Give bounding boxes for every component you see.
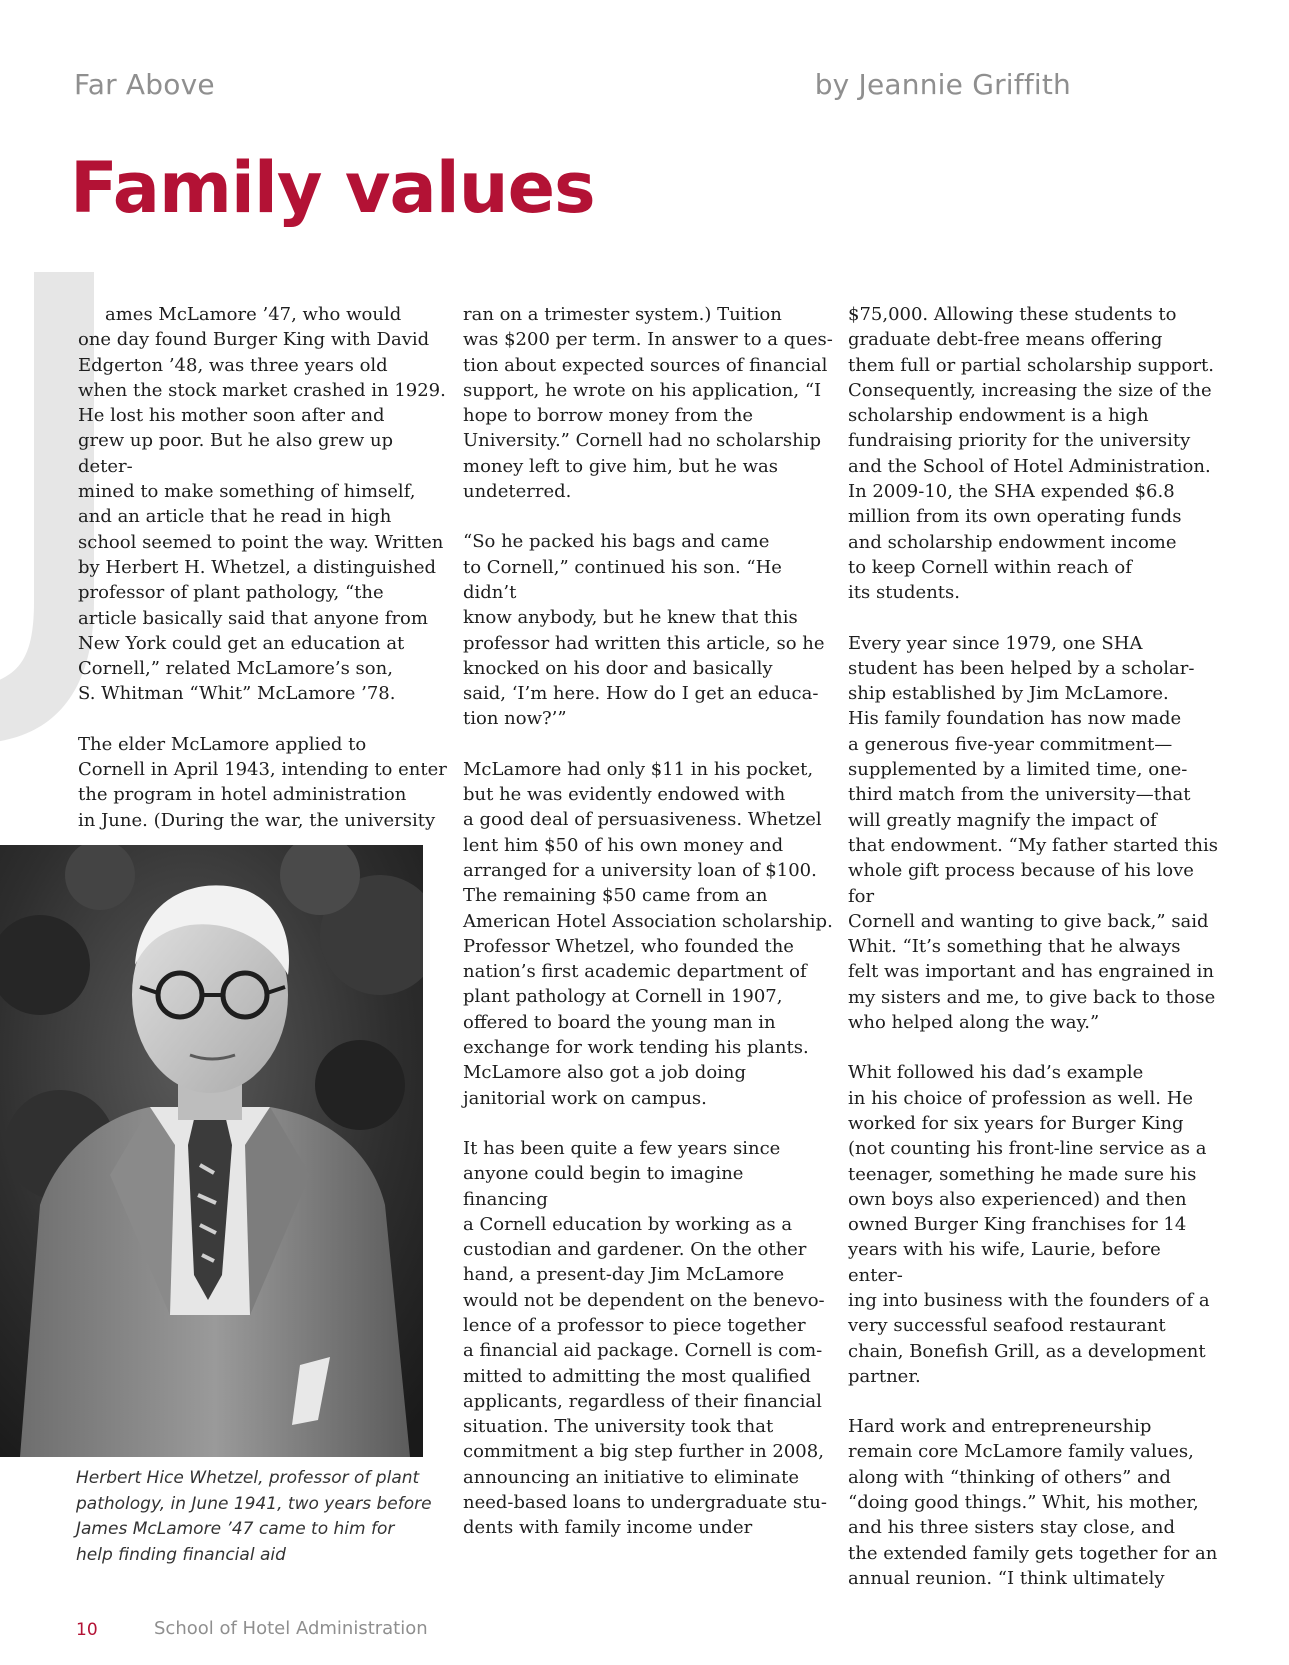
article-column-1 — [78, 302, 448, 858]
paragraph: “So he packed his bags and came to Cornell,” continued his son. “He didn’t know anybody, but he knew that this professor had written this article, so he knocked on his door and basically said, ‘I’m here. How do I get an educa- tion now?’” — [463, 531, 825, 730]
paragraph: McLamore had only $11 in his pocket, but he was evidently endowed with a good deal of persuasiveness. Whetzel lent him $50 of his own money and arranged for a university loan of $100. The remaining $50 came from an American Hotel Association scholarship. Professor Whetzel, who founded the nation’s first academic department of plant pathology at Cornell in 1907, offered to board the young man in exchange for work tending his plants. McLamore also got a job doing janitorial work on campus. — [463, 758, 833, 1109]
paragraph: The elder McLamore applied to Cornell in April 1943, intending to enter the program in hotel administration in June. (During the war, the university — [78, 733, 447, 831]
paragraph: It has been quite a few years since anyone could begin to imagine financing a Cornell education by working as a custodian and gardener. On the other hand, a present-day Jim McLamore would not be dependent on the benevo- lence of a professor to piece together a financial aid package. Cornell is com- mitted to admitting the most qualified applicants, regardless of their financial situation. The university took that commitment a big step further in 2008, announcing an initiative to eliminate need-based loans to undergraduate stu- dents with family income under — [463, 1137, 827, 1539]
paragraph: ran on a trimester system.) Tuition was $200 per term. In answer to a ques- tion about expected sources of financial support, he wrote on his application, “I hope to borrow money from the University.” Cornell had no scholarship money left to give him, but he was undeterred. — [463, 304, 833, 503]
byline: by Jeannie Griffith — [814, 68, 1071, 101]
paragraph: Whit followed his dad’s example in his choice of profession as well. He worked for six years for Burger King (not counting his front-line service as a teenager, something he made sure his own boys also experienced) and then owned Burger King franchises for 14 years with his wife, Laurie, before enter- ing into business with the founders of a very successful seafood restaurant chain, Bonefish Grill, as a development partner. — [848, 1062, 1210, 1387]
page-title: Family values — [70, 147, 595, 229]
paragraph: ames McLamore ’47, who would one day found Burger King with David Edgerton ’48, was three years old when the stock market crashed in 1929. He lost his mother soon after and grew up poor. But he also grew up deter- mined to make something of himself, and an article that he read in high school seemed to point the way. Written by Herbert H. Whetzel, a distinguished professor of plant pathology, “the article basically said that anyone from New York could get an education at Cornell,” related McLamore’s son, S. Whitman “Whit” McLamore ’78. — [78, 304, 446, 705]
paragraph: Hard work and entrepreneurship remain core McLamore family values, along with “thinking of others” and “doing good things.” Whit, his mother, and his three sisters stay close, and the extended family gets together for an annual reunion. “I think ultimately — [848, 1416, 1218, 1589]
article-column-2 — [463, 302, 833, 1566]
portrait-photo — [0, 845, 423, 1457]
portrait-illustration — [0, 845, 423, 1457]
article-column-3 — [848, 302, 1218, 1616]
paragraph: $75,000. Allowing these students to graduate debt-free means offering them full or partial scholarship support. Consequently, increasing the size of the scholarship endowment is a high fundraising priority for the university and the School of Hotel Administration. In 2009-10, the SHA expended $6.8 million from its own operating funds and scholarship endowment income to keep Cornell within reach of its students. — [848, 304, 1214, 604]
paragraph: Every year since 1979, one SHA student has been helped by a scholar- ship established by Jim McLamore. His family foundation has now made a generous five-year commitment— supplemented by a limited time, one- third match from the university—that will greatly magnify the impact of that endowment. “My father started this whole gift process because of his love for Cornell and wanting to give back,” said Whit. “It’s something that he always felt was important and has engrained in my sisters and me, to give back to those who helped along the way.” — [848, 632, 1218, 1034]
photo-caption: Herbert Hice Whetzel, professor of plant pathology, in June 1941, two years before James McLamore ’47 came to him for help finding financial aid — [76, 1468, 432, 1565]
page-number: 10 — [76, 1620, 98, 1640]
section-label: Far Above — [74, 68, 215, 101]
footer-publication: School of Hotel Administration — [154, 1618, 428, 1639]
